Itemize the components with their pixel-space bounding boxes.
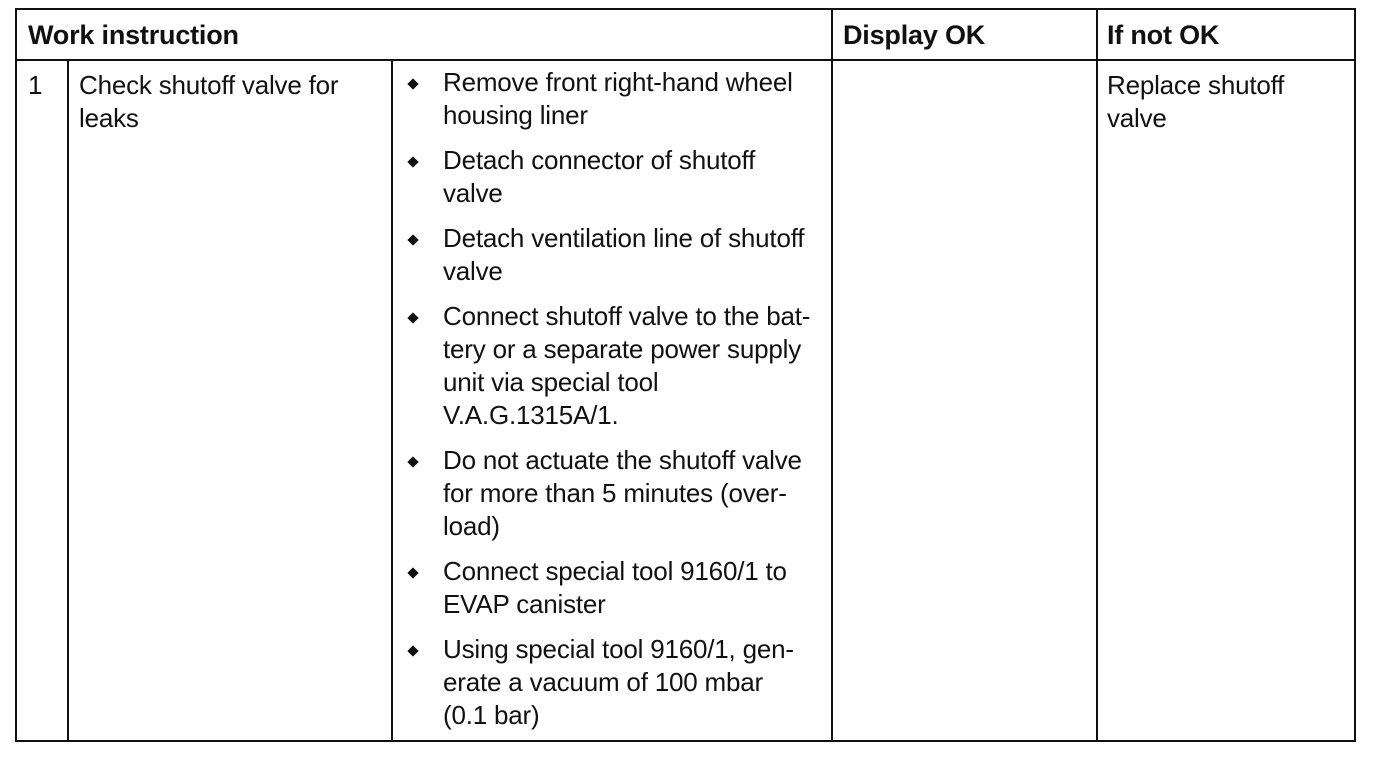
step-item [407,633,827,732]
diamond-bullet-icon [407,156,418,167]
remedy-line: valve [1107,103,1167,133]
diamond-bullet-icon [407,78,418,89]
if-not-ok-cell [1107,69,1347,135]
step-item [407,66,827,132]
diamond-bullet-icon [407,456,418,467]
step-line: tery or a separate power supply [443,334,801,364]
step-line: unit via special tool [443,367,659,397]
step-line: (0.1 bar) [443,700,540,730]
step-line: housing liner [443,100,588,130]
column-divider-if-not-ok [1096,10,1098,742]
diamond-bullet-icon [407,567,418,578]
task-line: leaks [79,103,139,133]
column-divider-display-ok [831,10,833,742]
remedy-line: Replace shutoff [1107,70,1285,100]
step-line: EVAP canister [443,589,606,619]
instruction-steps [407,66,827,744]
row-number: 1 [28,70,43,100]
diamond-bullet-icon [407,234,418,245]
step-item [407,222,827,288]
step-item [407,144,827,210]
header-row [17,10,1354,60]
header-display-ok: Display OK [843,19,986,50]
step-item [407,555,827,621]
step-line: Remove front right-hand wheel [443,67,793,97]
header-work-instruction: Work instruction [28,19,239,50]
step-item [407,444,827,543]
task-description [79,69,379,135]
step-line: Detach ventilation line of shutoff [443,223,805,253]
column-divider-number [67,60,69,742]
step-line: V.A.G.1315A/1. [443,400,619,430]
step-line: erate a vacuum of 100 mbar [443,667,763,697]
column-divider-task [391,60,393,742]
step-item [407,300,827,432]
task-line: Check shutoff valve for [79,70,339,100]
diamond-bullet-icon [407,645,418,656]
diamond-bullet-icon [407,312,418,323]
step-line: Do not actuate the shutoff valve [443,445,802,475]
step-line: Connect special tool 9160/1 to [443,556,787,586]
step-line: load) [443,511,500,541]
step-line: Using special tool 9160/1, gen- [443,634,794,664]
step-line: valve [443,178,503,208]
step-line: Connect shutoff valve to the bat- [443,301,811,331]
work-instruction-table [15,8,1356,742]
step-line: for more than 5 minutes (over- [443,478,787,508]
header-if-not-ok: If not OK [1107,19,1220,50]
step-line: valve [443,256,503,286]
step-line: Detach connector of shutoff [443,145,756,175]
